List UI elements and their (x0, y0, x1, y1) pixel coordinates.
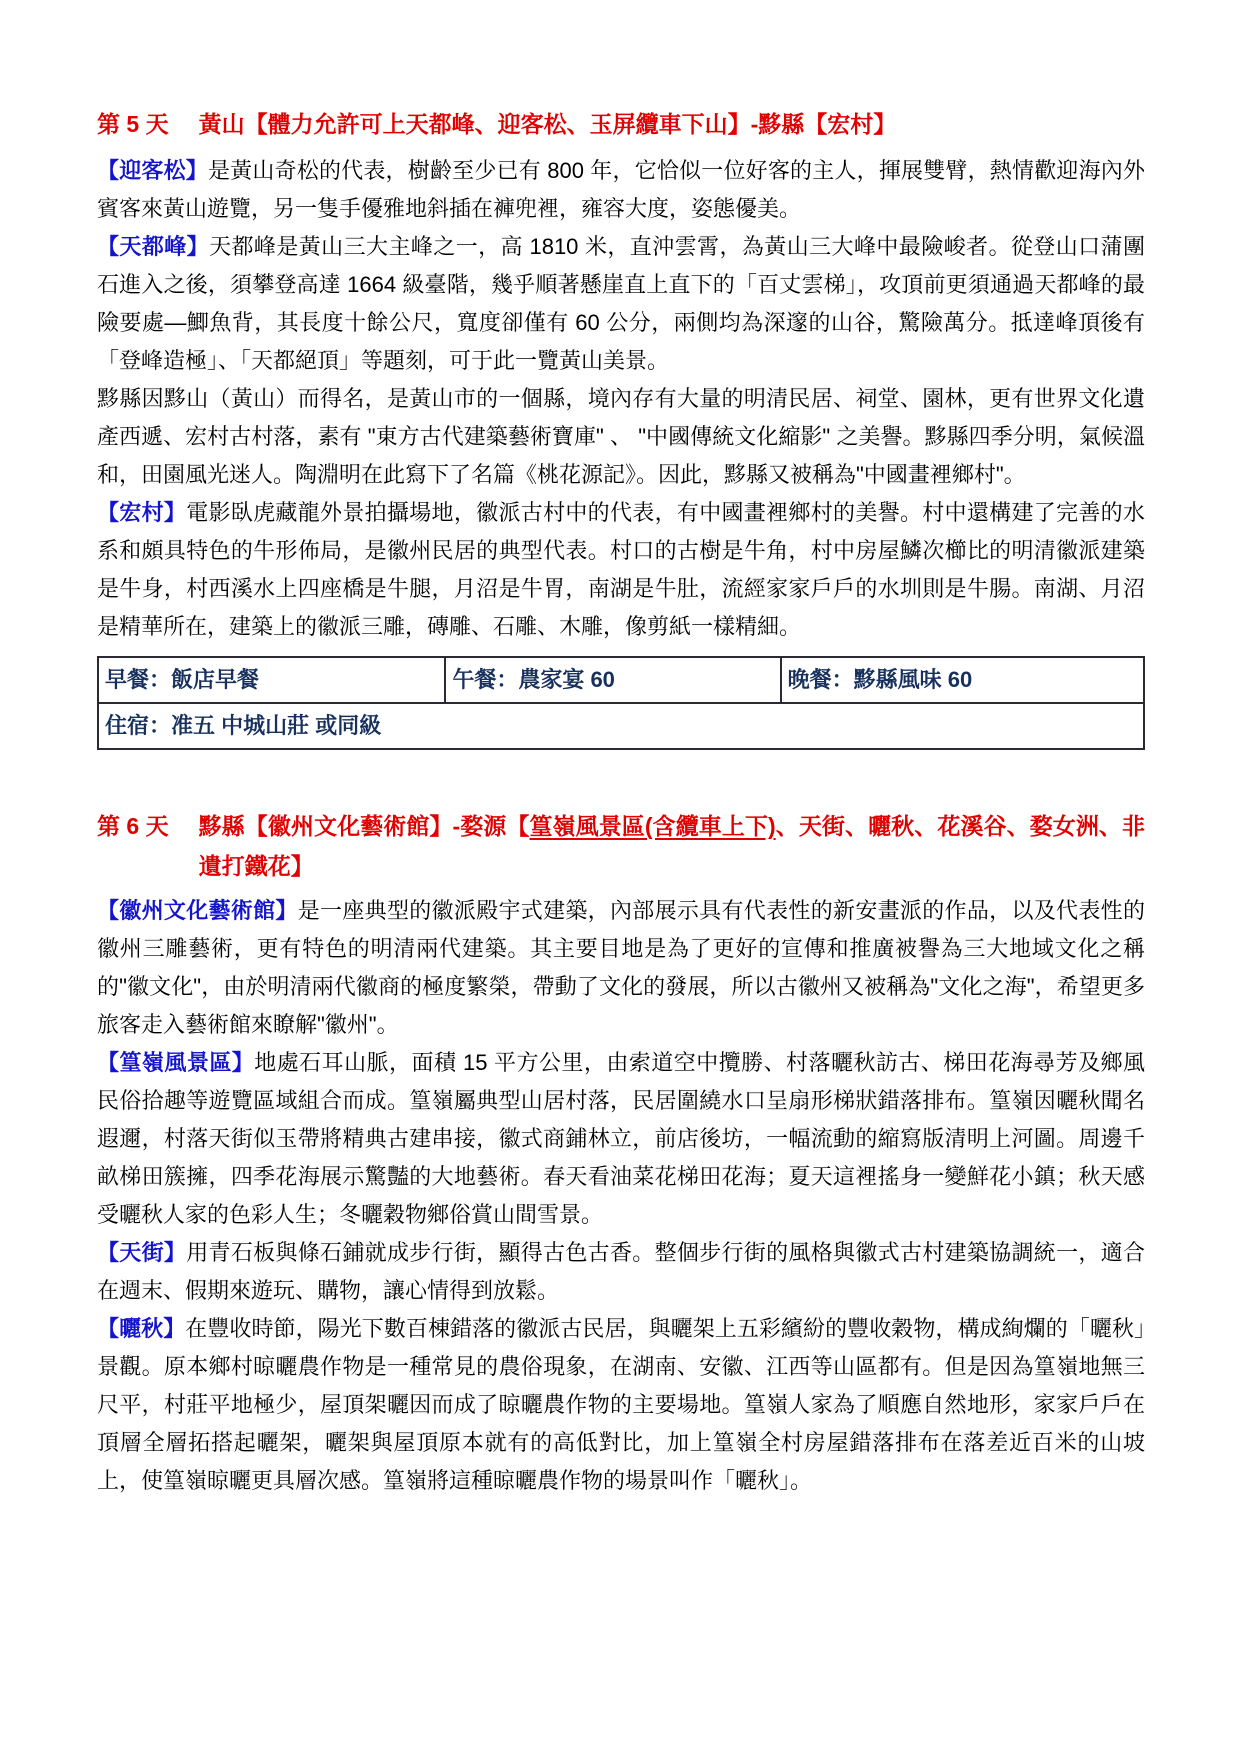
attraction-label-art-museum: 【徽州文化藝術館】 (97, 898, 298, 923)
attraction-label-tianjie: 【天街】 (97, 1240, 187, 1265)
day5-section (97, 104, 1145, 750)
paragraph-text: 在豐收時節，陽光下數百棟錯落的徽派古民居，與曬架上五彩繽紛的豐收穀物，構成絢爛的「曬秋」景觀。原本鄉村晾曬農作物是一種常見的農俗現象，在湖南、安徽、江西等山區都有。但是因為篁嶺地無三尺平，村莊平地極少，屋頂架曬因而成了晾曬農作物的主要場地。篁嶺人家為了順應自然地形，家家戶戶在頂層全層拓搭起曬架，曬架與屋頂原本就有的高低對比，加上篁嶺全村房屋錯落排布在落差近百米的山坡上，使篁嶺晾曬更具層次感。篁嶺將這種晾曬農作物的場景叫作「曬秋」。 (97, 1316, 1145, 1493)
dinner-cell: 晚餐：黟縣風味 60 (781, 657, 1144, 703)
paragraph-hongcun (97, 494, 1145, 646)
meals-table (97, 656, 1145, 750)
attraction-label-tiandufeng: 【天都峰】 (97, 234, 210, 259)
paragraph-art-museum (97, 892, 1145, 1044)
paragraph-tiandufeng (97, 228, 1145, 380)
paragraph-text: 是一座典型的徽派殿宇式建築，內部展示具有代表性的新安畫派的作品，以及代表性的徽州三雕藝術，更有特色的明清兩代建築。其主要目地是為了更好的宣傳和推廣被譽為三大地域文化之稱的"徽文化"，由於明清兩代徽商的極度繁榮，帶動了文化的發展，所以古徽州又被稱為"文化之海"，希望更多旅客走入藝術館來瞭解"徽州"。 (97, 898, 1145, 1037)
meals-row (98, 657, 1144, 703)
day5-number: 第 5 天 (97, 111, 169, 137)
paragraph-text: 用青石板與條石鋪就成步行街，顯得古色古香。整個步行街的風格與徽式古村建築協調統一，適合在週末、假期來遊玩、購物，讓心情得到放鬆。 (97, 1240, 1145, 1303)
paragraph-tianjie (97, 1234, 1145, 1310)
attraction-label-hongcun: 【宏村】 (97, 500, 187, 525)
paragraph-text: 天都峰是黃山三大主峰之一，高 1810 米，直沖雲霄，為黃山三大峰中最險峻者。從登山口蒲團石進入之後，須攀登高達 1664 級臺階，幾乎順著懸崖直上直下的「百丈雲梯」，攻頂前更須通過天都峰的最險要處—鯽魚背，其長度十餘公尺，寬度卻僅有 60 公分，兩側均為深邃的山谷，驚險萬分。抵達峰頂後有「登峰造極」、「天都絕頂」等題刻，可于此一覽黃山美景。 (97, 234, 1145, 373)
day6-title-pre: 黟縣【徽州文化藝術館】-婺源【 (198, 813, 530, 839)
breakfast-cell: 早餐：飯店早餐 (98, 657, 445, 703)
day6-title-underlined: 篁嶺風景區(含纜車上下) (529, 813, 776, 839)
lodging-cell: 住宿：准五 中城山莊 或同級 (98, 703, 1144, 749)
paragraph-text: 黟縣因黟山（黃山）而得名，是黃山市的一個縣，境內存有大量的明清民居、祠堂、園林，更有世界文化遺產西遞、宏村古村落，素有 "東方古代建築藝術寶庫" 、 "中國傳統文化縮影" 之美譽。黟縣四季分明，氣候溫和，田園風光迷人。陶淵明在此寫下了名篇《桃花源記》。因此，黟縣又被稱為"中國畫裡鄉村"。 (97, 386, 1145, 487)
paragraph-text: 是黃山奇松的代表，樹齡至少已有 800 年，它恰似一位好客的主人，揮展雙臂，熱情歡迎海內外賓客來黃山遊覽，另一隻手優雅地斜插在褲兜裡，雍容大度，姿態優美。 (97, 158, 1145, 221)
day6-section (97, 806, 1145, 1500)
lunch-cell: 午餐：農家宴 60 (445, 657, 780, 703)
day6-heading (97, 806, 1145, 886)
lodging-row (98, 703, 1144, 749)
day5-title: 黃山【體力允許可上天都峰、迎客松、玉屏纜車下山】-黟縣【宏村】 (198, 111, 897, 137)
paragraph-text: 地處石耳山脈，面積 15 平方公里，由索道空中攬勝、村落曬秋訪古、梯田花海尋芳及鄉風民俗拾趣等遊覽區域組合而成。篁嶺屬典型山居村落，民居圍繞水口呈扇形梯狀錯落排布。篁嶺因曬秋聞名遐邇，村落天街似玉帶將精典古建串接，徽式商鋪林立，前店後坊，一幅流動的縮寫版清明上河圖。周邊千畝梯田簇擁，四季花海展示驚豔的大地藝術。春天看油菜花梯田花海；夏天這裡搖身一變鮮花小鎮；秋天感受曬秋人家的色彩人生；冬曬穀物鄉俗賞山間雪景。 (97, 1050, 1145, 1227)
day6-number: 第 6 天 (97, 813, 169, 839)
day6-title-post: 、天街、曬秋、花溪谷、婺女洲、非遺打鐵花】 (198, 813, 1145, 879)
paragraph-yingkesong (97, 152, 1145, 228)
paragraph-yixian (97, 380, 1145, 494)
attraction-label-shaiqiu: 【曬秋】 (97, 1316, 186, 1341)
paragraph-huangling (97, 1044, 1145, 1234)
attraction-label-yingkesong: 【迎客松】 (97, 158, 208, 183)
paragraph-shaiqiu (97, 1310, 1145, 1500)
day6-title (199, 806, 1145, 886)
attraction-label-huangling: 【篁嶺風景區】 (97, 1050, 255, 1075)
paragraph-text: 電影臥虎藏龍外景拍攝場地，徽派古村中的代表，有中國畫裡鄉村的美譽。村中還構建了完善的水系和頗具特色的牛形佈局，是徽州民居的典型代表。村口的古樹是牛角，村中房屋鱗次櫛比的明清徽派建築是牛身，村西溪水上四座橋是牛腿，月沼是牛胃，南湖是牛肚，流經家家戶戶的水圳則是牛腸。南湖、月沼是精華所在，建築上的徽派三雕，磚雕、石雕、木雕，像剪紙一樣精細。 (97, 500, 1145, 639)
day5-heading (97, 104, 1145, 144)
